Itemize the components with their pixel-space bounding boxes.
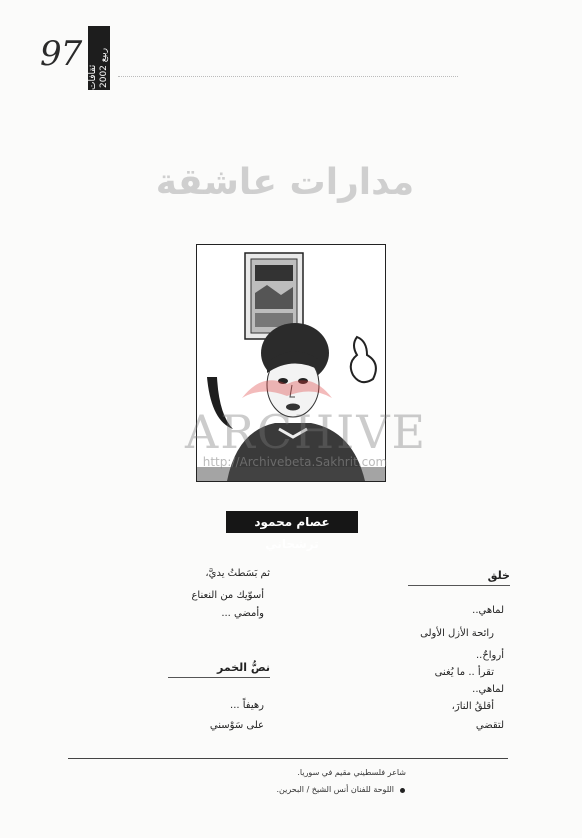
issue-tab-title: ثقافات xyxy=(88,64,98,90)
left-line-1: ثم بَسَطتُ يديَّ، xyxy=(205,568,270,579)
page-number: 97 xyxy=(40,34,82,74)
left-heading: نصُّ الخمر xyxy=(216,661,270,674)
header-rule xyxy=(118,76,458,77)
footnote-1: شاعر فلسطيني مقيم في سوريا. xyxy=(297,768,406,777)
right-line-6: أقلقُ النارَ، xyxy=(451,701,494,712)
left-line-2: أسوّيك من النعناع xyxy=(191,590,264,601)
right-line-4: تقرأ .. ما يُغنى xyxy=(434,667,494,678)
footnote-2: اللوحة للفنان أنس الشيخ / البحرين. xyxy=(276,785,394,794)
right-line-3: أرواحٌ.. xyxy=(475,650,504,661)
left-line-4: رهيفاً ... xyxy=(230,700,264,711)
right-heading-rule xyxy=(408,585,510,586)
author-name: عصام محمود ترشحاني xyxy=(226,511,358,533)
watermark-url: http://Archivebeta.Sakhrit.com xyxy=(202,455,388,469)
right-line-7: لتقضي xyxy=(475,720,504,731)
footnote-bullet-icon xyxy=(400,788,405,793)
left-heading-rule xyxy=(168,677,270,678)
right-heading: خلق xyxy=(487,569,510,582)
issue-tab-date: ربيع 2002 xyxy=(99,47,109,88)
left-line-3: وأمضي ... xyxy=(221,608,264,619)
issue-tab xyxy=(88,26,110,90)
archive-logo-icon xyxy=(232,368,342,408)
right-line-1: لماهي.. xyxy=(472,605,504,616)
right-line-5: لماهي.. xyxy=(472,684,504,695)
left-line-5: على سَوْسني xyxy=(209,720,264,731)
footnote-rule xyxy=(68,758,508,759)
poem-title: مدارات عاشقة xyxy=(155,162,415,203)
right-line-2: رائحة الأزل الأولى xyxy=(420,628,494,639)
watermark-text: ARCHIVE xyxy=(185,405,428,459)
